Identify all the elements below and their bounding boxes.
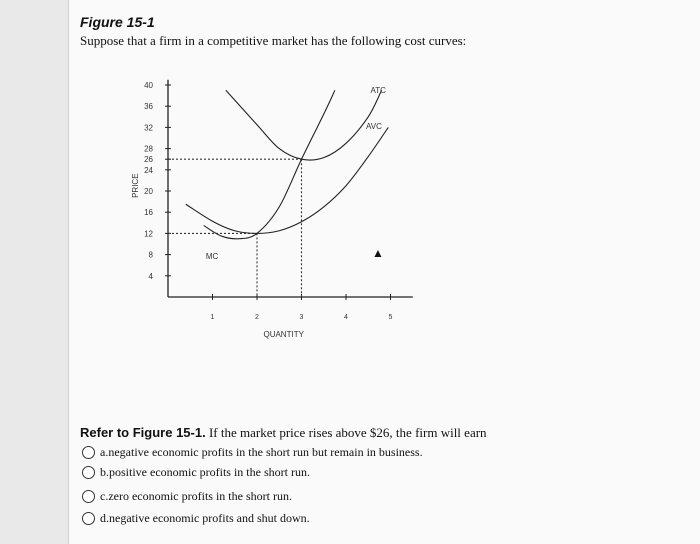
option-c-letter: c. (100, 489, 109, 503)
radio-button-d[interactable] (82, 512, 95, 525)
mouse-cursor-icon: ▲ (372, 246, 384, 260)
avc-curve (186, 127, 388, 233)
option-d-letter: d. (100, 511, 109, 525)
y-tick-label-28: 28 (144, 144, 153, 154)
question-text (80, 425, 487, 441)
option-b[interactable] (82, 465, 310, 480)
y-tick-label-24: 24 (144, 165, 153, 175)
question-body: If the market price rises above $26, the firm will earn (205, 425, 487, 440)
figure-subtitle: Suppose that a firm in a competitive market has the following cost curves: (80, 33, 467, 48)
option-b-text: positive economic profits in the short run. (109, 465, 310, 479)
option-c-text: zero economic profits in the short run. (108, 489, 292, 503)
option-a-text: negative economic profits in the short run but remain in business. (108, 445, 423, 459)
y-tick-label-4: 4 (148, 271, 153, 281)
option-d[interactable] (82, 511, 310, 526)
atc-curve-label: ATC (370, 85, 386, 95)
x-tick-label-4: 4 (344, 314, 348, 321)
radio-button-a[interactable] (82, 446, 95, 459)
y-tick-label-40: 40 (144, 81, 153, 90)
avc-curve-label: AVC (366, 121, 382, 131)
y-tick-label-8: 8 (148, 250, 153, 260)
y-tick-label-12: 12 (144, 229, 153, 239)
x-tick-label-1: 1 (210, 314, 215, 321)
x-tick-label-5: 5 (388, 314, 393, 321)
y-tick-label-36: 36 (144, 102, 153, 112)
mc-curve-label: MC (205, 251, 219, 261)
radio-button-b[interactable] (82, 466, 95, 479)
x-tick-label-2: 2 (255, 314, 259, 321)
radio-button-c[interactable] (82, 490, 95, 503)
option-a-letter: a. (100, 445, 109, 459)
mc-curve (204, 90, 335, 239)
option-c[interactable] (82, 489, 292, 504)
figure-title: Figure 15-1 (80, 14, 155, 30)
y-tick-label-16: 16 (144, 208, 153, 218)
y-axis-label: PRICE (131, 173, 140, 198)
x-tick-label-3: 3 (299, 314, 304, 321)
y-tick-label-32: 32 (144, 123, 153, 133)
option-a[interactable] (82, 445, 423, 460)
question-prefix: Refer to Figure 15-1. (80, 425, 206, 440)
y-tick-label-20: 20 (144, 187, 153, 196)
y-tick-label-26: 26 (144, 155, 153, 165)
x-axis-label: QUANTITY (263, 330, 304, 339)
atc-curve (226, 90, 382, 160)
option-b-letter: b. (100, 465, 109, 479)
option-d-text: negative economic profits and shut down. (109, 511, 310, 525)
